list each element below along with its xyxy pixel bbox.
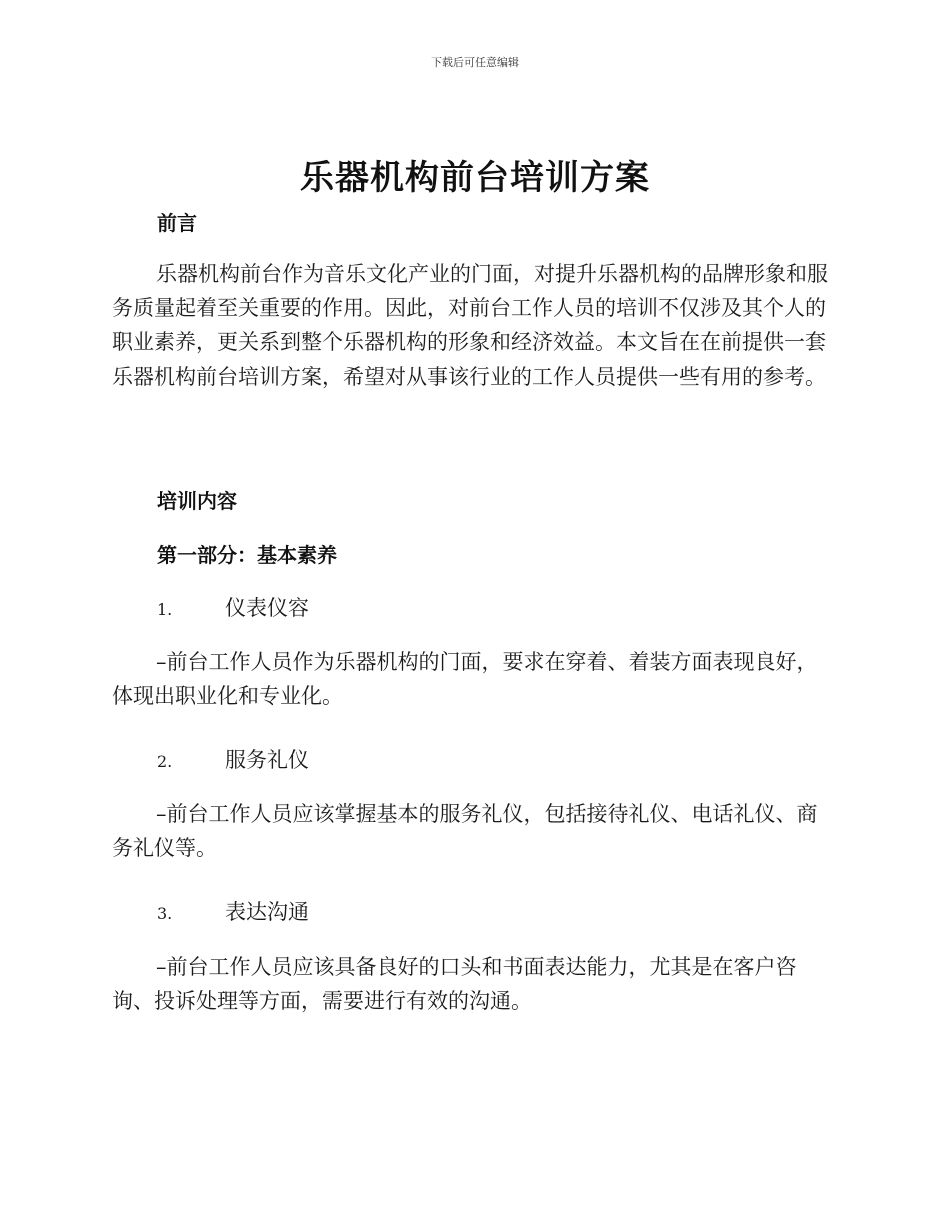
list-item-communication [157, 897, 309, 927]
part1-heading: 第一部分：基本素养 [157, 543, 337, 567]
list-number: 1. [157, 600, 173, 619]
list-item-appearance [157, 593, 309, 623]
header-note: 下载后可任意编辑 [431, 56, 519, 69]
list-label: 仪表仪容 [225, 596, 309, 620]
list-number: 2. [157, 752, 173, 771]
preface-heading: 前言 [157, 211, 197, 235]
list-item-description: –前台工作人员应该掌握基本的服务礼仪，包括接待礼仪、电话礼仪、商务礼仪等。 [112, 802, 818, 860]
list-item-etiquette [157, 745, 309, 775]
training-content-heading: 培训内容 [157, 489, 237, 513]
preface-paragraph: 乐器机构前台作为音乐文化产业的门面，对提升乐器机构的品牌形象和服务质量起着至关重要的作用。因此，对前台工作人员的培训不仅涉及其个人的职业素养，更关系到整个乐器机构的形象和经济效益。本文旨在在前提供一套乐器机构前台培训方案，希望对从事该行业的工作人员提供一些有用的参考。 [112, 262, 828, 389]
document-title: 乐器机构前台培训方案 [300, 158, 650, 198]
list-label: 服务礼仪 [225, 748, 309, 772]
list-item-description: –前台工作人员作为乐器机构的门面，要求在穿着、着装方面表现良好，体现出职业化和专业化。 [112, 650, 818, 708]
list-number: 3. [157, 904, 173, 923]
list-label: 表达沟通 [225, 900, 309, 924]
list-item-description: –前台工作人员应该具备良好的口头和书面表达能力，尤其是在客户咨询、投诉处理等方面，需要进行有效的沟通。 [112, 955, 797, 1013]
